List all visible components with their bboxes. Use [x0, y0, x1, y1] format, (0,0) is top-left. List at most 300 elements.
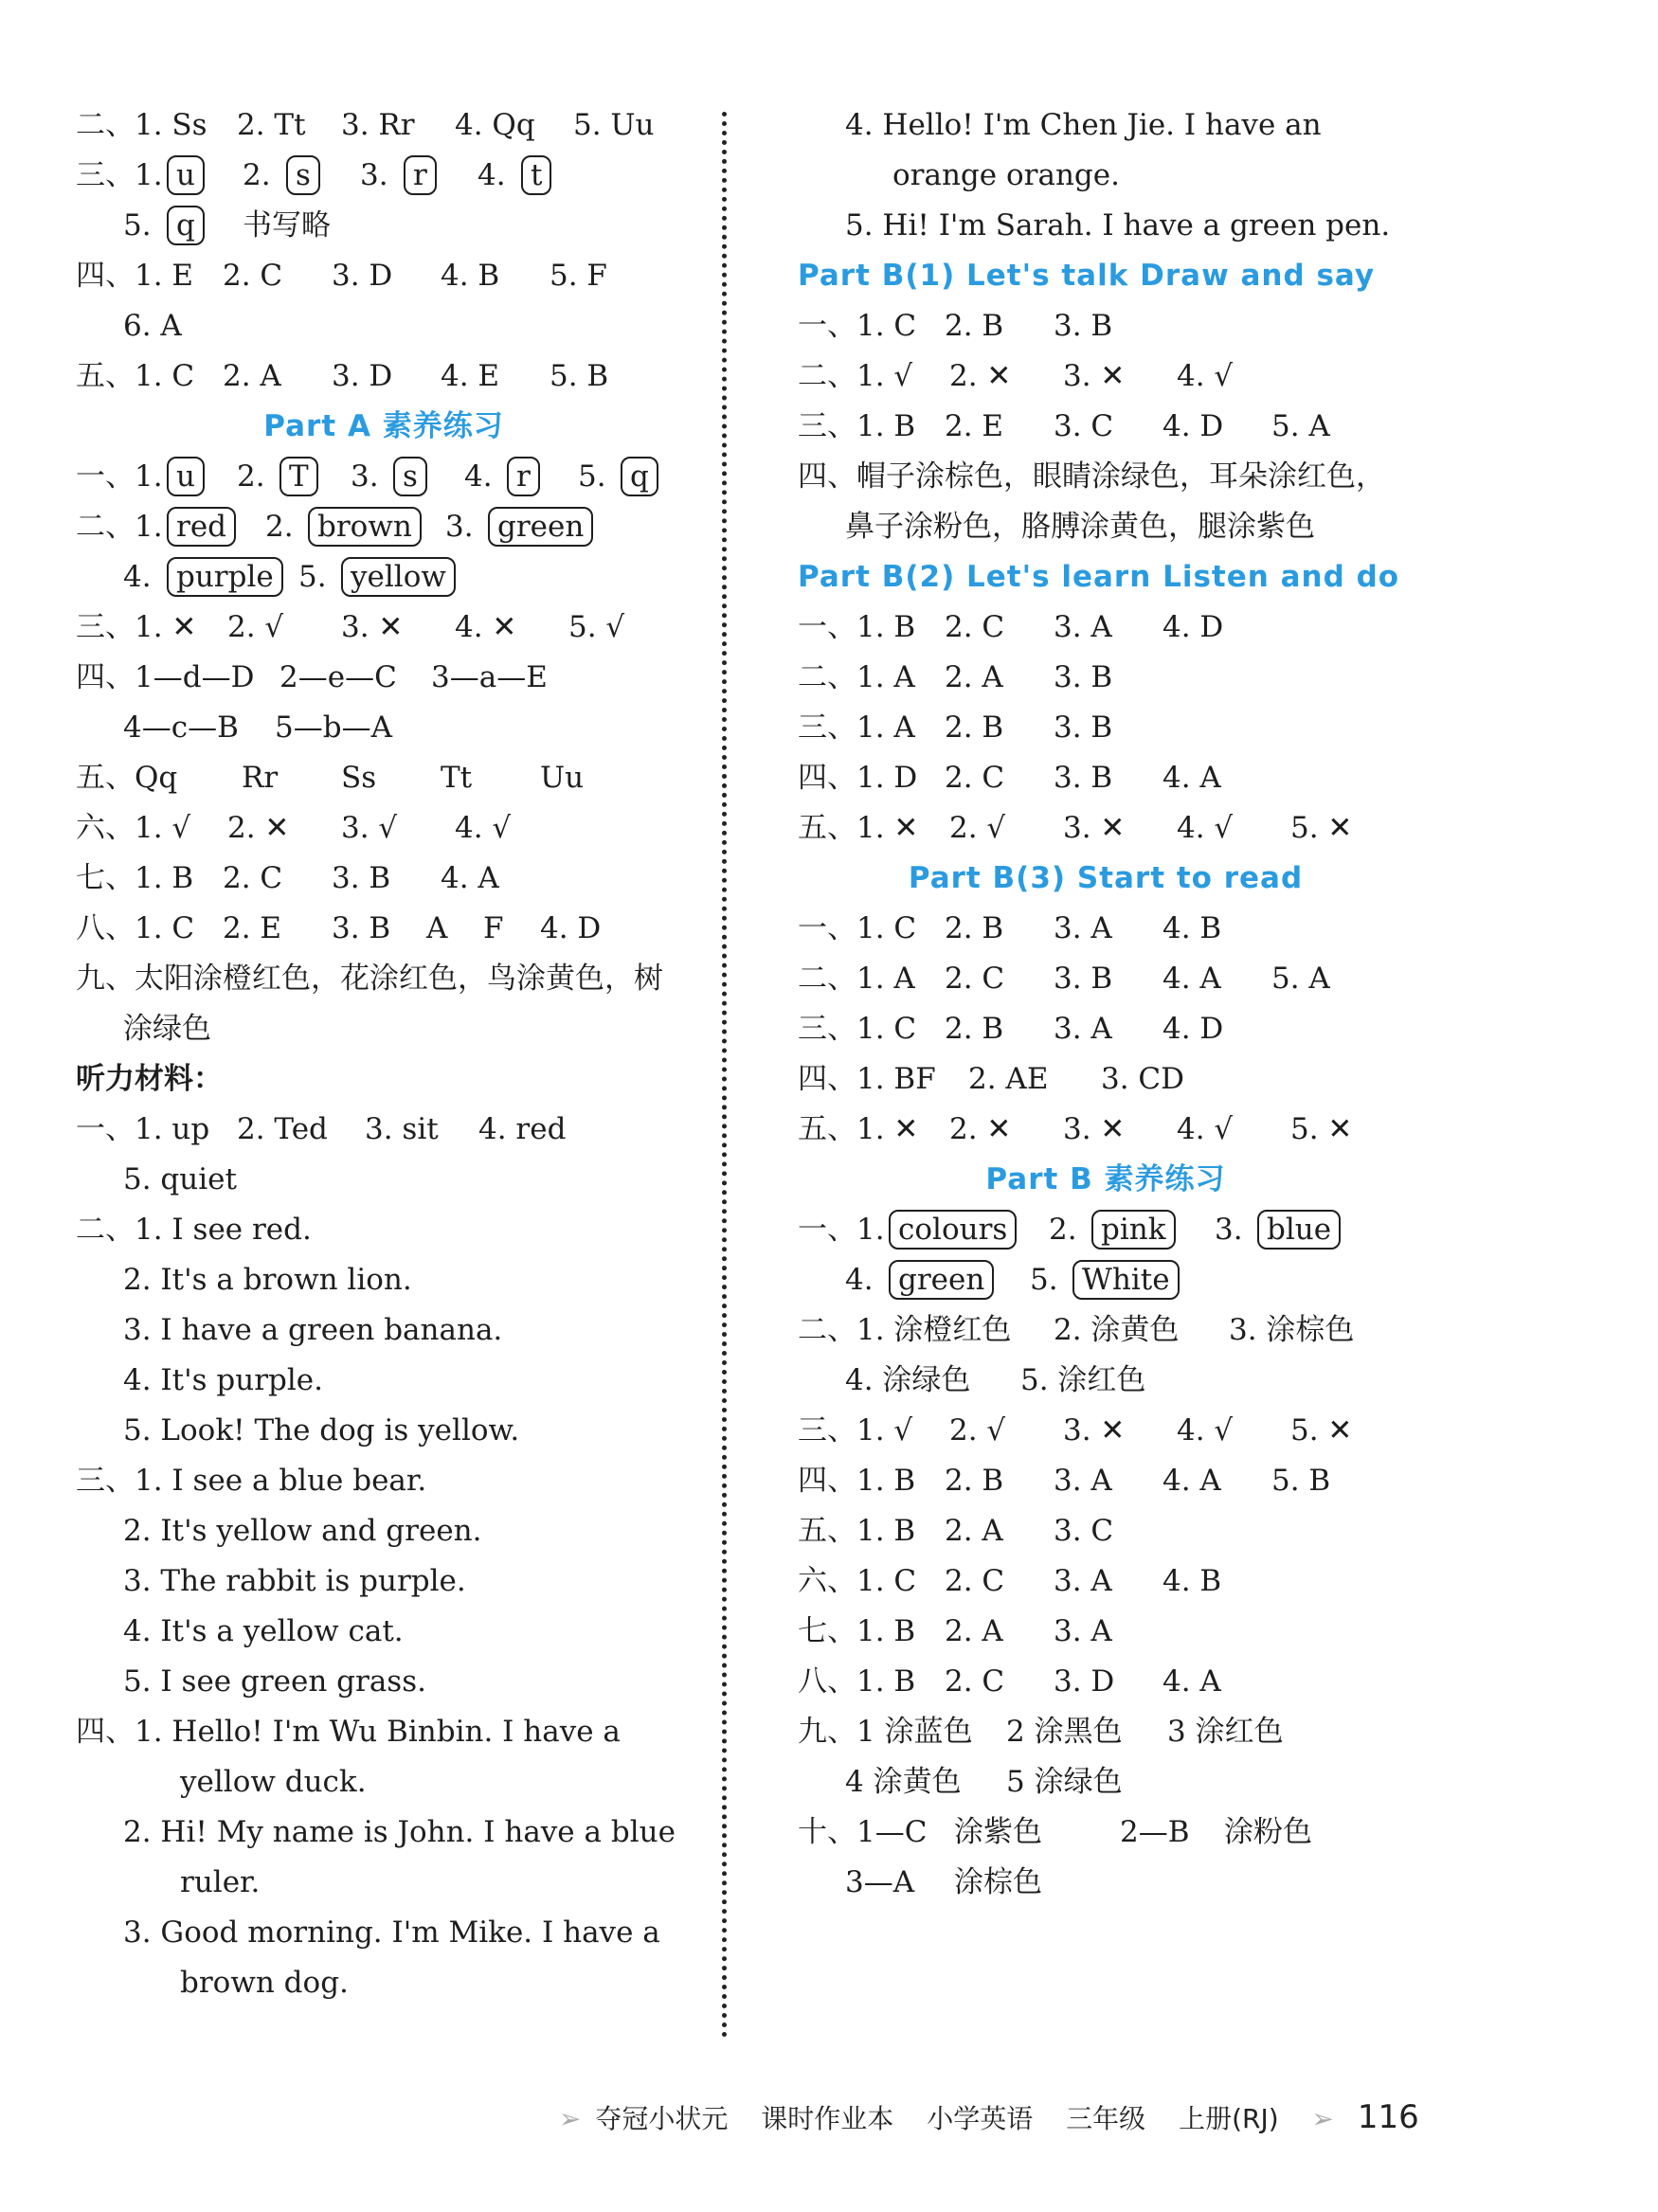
answer-line: [798, 100, 1414, 151]
boxed-answer-wrap: [279, 452, 318, 502]
left-answer-column: [76, 100, 692, 2008]
answer-text: 3. ✕: [1063, 359, 1126, 393]
answer-text: 3. C: [1054, 1514, 1114, 1548]
answer-text: 三、1. B: [798, 409, 916, 443]
boxed-answer: q: [167, 206, 205, 245]
answer-line: [76, 1556, 692, 1607]
answer-text: 2. C: [945, 962, 1005, 996]
page-footer: [559, 2094, 1444, 2141]
answer-text: 十、1—C: [798, 1815, 928, 1849]
answer-text: 4. E: [441, 359, 500, 393]
boxed-answer: green: [889, 1260, 994, 1300]
answer-line: [798, 703, 1414, 753]
answer-text: 三、1. I see a blue bear.: [76, 1464, 427, 1498]
boxed-answer: T: [279, 457, 318, 496]
boxed-answer-wrap: [167, 452, 205, 502]
boxed-answer-wrap: [521, 151, 551, 201]
answer-text: 5.: [578, 459, 606, 494]
answer-text: orange orange.: [892, 158, 1120, 192]
answer-text: 4. A: [1162, 1464, 1221, 1498]
answer-line: [798, 1807, 1414, 1858]
answer-text: 八、1. C: [76, 911, 195, 945]
answer-text: 3. A: [1054, 1614, 1112, 1648]
boxed-answer-wrap: [488, 502, 593, 552]
answer-text: 4. B: [1162, 1564, 1222, 1598]
answer-text: 2. C: [223, 259, 283, 293]
footer-subject: 小学英语: [927, 2103, 1034, 2134]
answer-text: 五、1. ✕: [798, 1112, 919, 1146]
answer-line: [76, 1456, 692, 1506]
answer-text: 一、1. C: [798, 911, 917, 945]
answer-text: 4. D: [540, 911, 602, 945]
answer-line: [798, 201, 1414, 251]
answer-text: Ss: [341, 761, 377, 795]
answer-line: [798, 1657, 1414, 1707]
answer-text: 三、1. ✕: [76, 610, 197, 644]
answer-text: 2. It's a brown lion.: [123, 1263, 412, 1297]
boxed-answer-wrap: [167, 201, 205, 251]
answer-text: 2. √: [949, 811, 1006, 845]
answer-text: 鼻子涂粉色，胳膊涂黄色，腿涂紫色: [845, 510, 1315, 544]
boxed-answer: colours: [889, 1210, 1017, 1250]
answer-text: 三、1. C: [798, 1012, 917, 1046]
boxed-answer: u: [167, 457, 205, 496]
answer-text: 4. √: [1177, 811, 1234, 845]
answer-text: 3. D: [332, 359, 393, 393]
answer-text: 4. A: [1162, 1664, 1221, 1699]
boxed-answer-wrap: [308, 502, 422, 552]
answer-line: [76, 1807, 692, 1858]
answer-text: 3. B: [332, 911, 391, 945]
answer-text: 六、1. √: [76, 811, 191, 845]
boxed-answer-wrap: [507, 452, 540, 502]
answer-text: 5. B: [550, 359, 609, 393]
answer-text: 2. Ted: [237, 1112, 328, 1146]
boxed-answer: red: [167, 507, 236, 547]
boxed-answer: r: [507, 457, 540, 496]
boxed-answer: r: [404, 155, 437, 195]
answer-text: ruler.: [180, 1865, 261, 1899]
boxed-answer-wrap: [167, 502, 236, 552]
answer-text: 4. Qq: [455, 108, 535, 142]
answer-text: 5. Look! The dog is yellow.: [123, 1413, 520, 1448]
footer-volume: 上册(RJ): [1179, 2103, 1279, 2134]
answer-line: [76, 1255, 692, 1305]
answer-text: 九、1 涂蓝色: [798, 1715, 973, 1749]
answer-line: [798, 803, 1414, 854]
answer-text: 七、1. B: [76, 861, 194, 895]
answer-line: [798, 1556, 1414, 1607]
answer-text: 3. sit: [365, 1112, 439, 1146]
answer-line: [798, 301, 1414, 351]
answer-text: yellow duck.: [180, 1765, 367, 1799]
boxed-answer-wrap: [621, 452, 658, 502]
answer-text: 3. Rr: [341, 108, 415, 142]
answer-text: 书写略: [243, 208, 331, 243]
answer-line: [76, 1757, 692, 1807]
answer-text: 2. C: [945, 610, 1005, 644]
answer-text: 四、1. BF: [798, 1062, 936, 1096]
answer-text: 二、1.: [76, 510, 163, 544]
answer-text: 2.: [237, 459, 265, 494]
answer-text: 4—c—B: [123, 710, 239, 745]
answer-text: 五、1. B: [798, 1514, 916, 1548]
answer-text: 涂粉色: [1224, 1815, 1312, 1849]
boxed-answer: s: [286, 155, 320, 195]
answer-text: 四、帽子涂棕色，眼睛涂绿色，耳朵涂红色，: [798, 459, 1385, 494]
answer-text: 3. A: [1054, 911, 1112, 945]
answer-text: 二、1. Ss: [76, 108, 207, 142]
answer-line: [76, 904, 692, 954]
answer-text: 5. B: [1271, 1464, 1331, 1498]
boxed-answer-wrap: [889, 1255, 994, 1305]
answer-text: 5. 涂红色: [1020, 1363, 1146, 1397]
answer-line: [798, 1054, 1414, 1105]
answer-text: 5. I see green grass.: [123, 1664, 426, 1699]
answer-text: 2. √: [949, 1413, 1006, 1448]
answer-text: 四、1. D: [798, 761, 918, 795]
answer-text: 3—a—E: [431, 660, 548, 694]
answer-line: [76, 201, 692, 251]
answer-text: 九、太阳涂橙红色，花涂红色，鸟涂黄色，树: [76, 962, 663, 996]
answer-line: [76, 100, 692, 151]
answer-text: 六、1. C: [798, 1564, 917, 1598]
answer-line: [76, 452, 692, 502]
answer-text: 3. ✕: [1063, 1413, 1126, 1448]
answer-text: 3. B: [1054, 962, 1113, 996]
answer-line: [76, 1506, 692, 1556]
footer-arrow-icon-right: ➢: [1311, 2103, 1334, 2134]
answer-text: A: [426, 911, 448, 945]
answer-line: [76, 1406, 692, 1456]
answer-text: 3. ✕: [1063, 1112, 1126, 1146]
answer-text: 4. D: [1162, 1012, 1224, 1046]
answer-line: [76, 1155, 692, 1205]
section-heading: Part A 素养练习: [263, 409, 504, 443]
answer-line: [76, 602, 692, 653]
answer-line: [798, 1607, 1414, 1657]
answer-text: 3. B: [332, 861, 391, 895]
answer-text: 一、1.: [76, 459, 163, 494]
answer-text: 2—B: [1120, 1815, 1190, 1849]
answer-text: 5. Uu: [573, 108, 655, 142]
footer-grade: 三年级: [1066, 2103, 1146, 2134]
section-heading: Part B 素养练习: [985, 1162, 1226, 1196]
answer-text: 3. I have a green banana.: [123, 1313, 503, 1347]
answer-text: 3. ✕: [1063, 811, 1126, 845]
answer-text: 5. quiet: [123, 1162, 237, 1196]
answer-line: [798, 502, 1414, 552]
answer-text: 五、1. C: [76, 359, 195, 393]
footer-brand: 夺冠小状元: [595, 2103, 729, 2134]
answer-text: 2. 涂黄色: [1054, 1313, 1180, 1347]
answer-text: 七、1. B: [798, 1614, 916, 1648]
answer-text: 听力材料：: [76, 1062, 223, 1096]
section-heading: Part B(2) Let's learn Listen and do: [798, 560, 1400, 594]
answer-text: 4. It's purple.: [123, 1363, 324, 1397]
answer-text: 2. B: [945, 911, 1004, 945]
boxed-answer: green: [488, 507, 593, 547]
answer-line: [798, 602, 1414, 653]
answer-line: [798, 1707, 1414, 1757]
boxed-answer: pink: [1091, 1210, 1176, 1250]
answer-line: [76, 1607, 692, 1657]
answer-text: Rr: [242, 761, 279, 795]
answer-text: 2. C: [945, 1664, 1005, 1699]
answer-text: 2. C: [945, 761, 1005, 795]
answer-text: 二、1. I see red.: [76, 1213, 312, 1247]
answer-text: 2. It's yellow and green.: [123, 1514, 482, 1548]
boxed-answer-wrap: [889, 1205, 1017, 1255]
answer-line: [798, 402, 1414, 452]
answer-text: 2—e—C: [279, 660, 397, 694]
answer-text: 5. A: [1271, 962, 1330, 996]
answer-text: 4. √: [1177, 1112, 1234, 1146]
answer-line: [798, 1356, 1414, 1406]
answer-line: [798, 753, 1414, 803]
boxed-answer-wrap: [1257, 1205, 1341, 1255]
answer-text: 5.: [123, 208, 152, 243]
answer-text: 3. A: [1054, 1012, 1112, 1046]
answer-line: [798, 653, 1414, 703]
answer-text: 4. Hello! I'm Chen Jie. I have an: [845, 108, 1322, 142]
answer-text: 3. The rabbit is purple.: [123, 1564, 466, 1598]
answer-text: 5. ✕: [1290, 1413, 1353, 1448]
answer-line: [798, 1255, 1414, 1305]
answer-line: [76, 1858, 692, 1908]
answer-line: [76, 1205, 692, 1255]
boxed-answer: White: [1072, 1260, 1180, 1300]
answer-text: 2.: [243, 158, 271, 192]
answer-line: [798, 351, 1414, 402]
answer-line: [76, 1908, 692, 1958]
answer-line: [798, 1757, 1414, 1807]
answer-text: 2. E: [223, 911, 282, 945]
boxed-answer: q: [621, 457, 658, 496]
answer-line: [76, 351, 692, 402]
answer-line: [76, 151, 692, 201]
boxed-answer: yellow: [341, 557, 456, 597]
answer-line: [76, 1004, 692, 1054]
answer-text: 涂棕色: [954, 1865, 1042, 1899]
answer-text: 2. AE: [968, 1062, 1049, 1096]
answer-text: 5. Hi! I'm Sarah. I have a green pen.: [845, 208, 1391, 243]
answer-text: 4. red: [478, 1112, 567, 1146]
boxed-answer-wrap: [1072, 1255, 1180, 1305]
answer-text: 2. ✕: [227, 811, 290, 845]
answer-text: 3. B: [1054, 761, 1113, 795]
answer-text: F: [483, 911, 504, 945]
answer-text: 3.: [445, 510, 474, 544]
answer-text: 2. B: [945, 309, 1004, 343]
answer-line: [76, 1105, 692, 1155]
answer-text: 二、1. 涂橙红色: [798, 1313, 1012, 1347]
answer-text: 二、1. A: [798, 660, 915, 694]
boxed-answer: brown: [308, 507, 422, 547]
answer-text: 四、1—d—D: [76, 660, 255, 694]
answer-text: 五、Qq: [76, 761, 178, 795]
boxed-answer: blue: [1257, 1210, 1341, 1250]
answer-text: 4. B: [1162, 911, 1222, 945]
answer-line: [798, 1456, 1414, 1506]
answer-text: 3.: [351, 459, 379, 494]
answer-text: 2. A: [945, 1614, 1003, 1648]
answer-text: 5 涂绿色: [1006, 1765, 1123, 1799]
answer-text: 3.: [360, 158, 388, 192]
boxed-answer-wrap: [1091, 1205, 1176, 1255]
answer-line: [798, 1858, 1414, 1908]
answer-text: 4. A: [1162, 761, 1221, 795]
answer-text: 2. B: [945, 710, 1004, 745]
answer-text: 3—A: [845, 1865, 915, 1899]
answer-text: 3. Good morning. I'm Mike. I have a: [123, 1915, 660, 1950]
answer-line: [798, 452, 1414, 502]
answer-text: 5.: [298, 560, 327, 594]
answer-text: 4.: [464, 459, 493, 494]
answer-line: [798, 1305, 1414, 1356]
answer-text: 5. ✕: [1290, 1112, 1353, 1146]
column-divider: [722, 112, 727, 2039]
boxed-answer: s: [393, 457, 427, 496]
answer-text: 五、1. ✕: [798, 811, 919, 845]
answer-text: 2.: [1049, 1213, 1077, 1247]
answer-text: 3. 涂棕色: [1229, 1313, 1355, 1347]
answer-text: 2. ✕: [949, 1112, 1012, 1146]
answer-text: 三、1. A: [798, 710, 915, 745]
answer-text: 八、1. B: [798, 1664, 916, 1699]
answer-text: 四、1. B: [798, 1464, 916, 1498]
answer-text: Tt: [441, 761, 473, 795]
footer-arrow-icon: ➢: [559, 2103, 582, 2134]
answer-text: 3. A: [1054, 1564, 1112, 1598]
answer-text: 3. C: [1054, 409, 1114, 443]
answer-text: 4 涂黄色: [845, 1765, 962, 1799]
answer-line: [798, 151, 1414, 201]
answer-text: 5. A: [1271, 409, 1330, 443]
answer-text: 2. Hi! My name is John. I have a blue: [123, 1815, 676, 1849]
answer-line: [76, 1356, 692, 1406]
answer-text: 2 涂黑色: [1006, 1715, 1123, 1749]
answer-line: [76, 552, 692, 602]
answer-text: 二、1. A: [798, 962, 915, 996]
section-heading: Part B(3) Start to read: [908, 861, 1304, 895]
answer-text: 3. B: [1054, 710, 1113, 745]
answer-text: 4. D: [1162, 610, 1224, 644]
boxed-answer: purple: [167, 557, 283, 597]
answer-text: 4. B: [441, 259, 500, 293]
answer-line: [798, 1205, 1414, 1255]
answer-text: 2. A: [945, 1514, 1003, 1548]
answer-text: 3. B: [1054, 660, 1113, 694]
answer-line: [798, 1004, 1414, 1054]
answer-text: 4. 涂绿色: [845, 1363, 971, 1397]
answer-text: 三、1. √: [798, 1413, 913, 1448]
answer-text: 2. √: [227, 610, 284, 644]
answer-text: 2. B: [945, 1012, 1004, 1046]
boxed-answer-wrap: [167, 552, 283, 602]
boxed-answer: u: [167, 155, 205, 195]
answer-line: [798, 904, 1414, 954]
answer-text: 一、1. up: [76, 1112, 210, 1146]
answer-line: [76, 653, 692, 703]
answer-line: [76, 251, 692, 301]
answer-text: 四、1. Hello! I'm Wu Binbin. I have a: [76, 1715, 621, 1749]
answer-text: 4. It's a yellow cat.: [123, 1614, 404, 1648]
right-answer-column: [798, 100, 1414, 1908]
answer-text: 3. CD: [1101, 1062, 1185, 1096]
answer-text: 4. √: [1177, 1413, 1234, 1448]
answer-text: 2. A: [223, 359, 281, 393]
answer-line: [76, 1958, 692, 2008]
answer-text: 4. √: [1177, 359, 1234, 393]
answer-text: 涂紫色: [954, 1815, 1042, 1849]
answer-text: 2.: [265, 510, 294, 544]
answer-line: [76, 803, 692, 854]
answer-text: 3. D: [332, 259, 393, 293]
answer-text: 三、1.: [76, 158, 163, 192]
answer-text: 3. B: [1054, 309, 1113, 343]
answer-text: 5. ✕: [1290, 811, 1353, 845]
answer-text: 3. A: [1054, 1464, 1112, 1498]
answer-line: [798, 1105, 1414, 1155]
answer-text: 5.: [1030, 1263, 1058, 1297]
answer-line: [76, 753, 692, 803]
answer-text: 二、1. √: [798, 359, 913, 393]
answer-text: 一、1.: [798, 1213, 885, 1247]
answer-line: [76, 1657, 692, 1707]
footer-book: 课时作业本: [761, 2103, 894, 2134]
answer-line: [76, 301, 692, 351]
answer-text: 2. B: [945, 1464, 1004, 1498]
answer-text: 2. Tt: [237, 108, 306, 142]
answer-line: [798, 954, 1414, 1004]
answer-line: [76, 1054, 692, 1105]
answer-line: [76, 854, 692, 904]
boxed-answer-wrap: [393, 452, 427, 502]
answer-text: 4. ✕: [455, 610, 517, 644]
page-number: 116: [1357, 2098, 1419, 2136]
answer-text: 3. A: [1054, 610, 1112, 644]
answer-text: brown dog.: [180, 1966, 349, 2000]
answer-text: 3. √: [341, 811, 398, 845]
answer-text: 4.: [478, 158, 506, 192]
answer-text: 2. ✕: [949, 359, 1012, 393]
answer-text: 6. A: [123, 309, 182, 343]
answer-text: 5—b—A: [275, 710, 392, 745]
answer-text: 3. ✕: [341, 610, 404, 644]
answer-text: 2. C: [223, 861, 283, 895]
answer-line: [76, 954, 692, 1004]
answer-line: [798, 1406, 1414, 1456]
boxed-answer-wrap: [341, 552, 456, 602]
answer-line: [76, 1707, 692, 1757]
answer-text: 4. √: [455, 811, 512, 845]
answer-text: 4. D: [1162, 409, 1224, 443]
answer-text: 四、1. E: [76, 259, 194, 293]
section-heading: Part B(1) Let's talk Draw and say: [798, 259, 1376, 293]
answer-text: 5. F: [550, 259, 607, 293]
answer-text: 2. A: [945, 660, 1003, 694]
answer-text: 一、1. C: [798, 309, 917, 343]
boxed-answer: t: [521, 155, 551, 195]
answer-text: 3 涂红色: [1167, 1715, 1284, 1749]
answer-line: [798, 1506, 1414, 1556]
answer-text: 4. A: [441, 861, 499, 895]
answer-text: 4.: [845, 1263, 874, 1297]
answer-text: 2. C: [945, 1564, 1005, 1598]
boxed-answer-wrap: [167, 151, 205, 201]
answer-text: 涂绿色: [123, 1012, 211, 1046]
